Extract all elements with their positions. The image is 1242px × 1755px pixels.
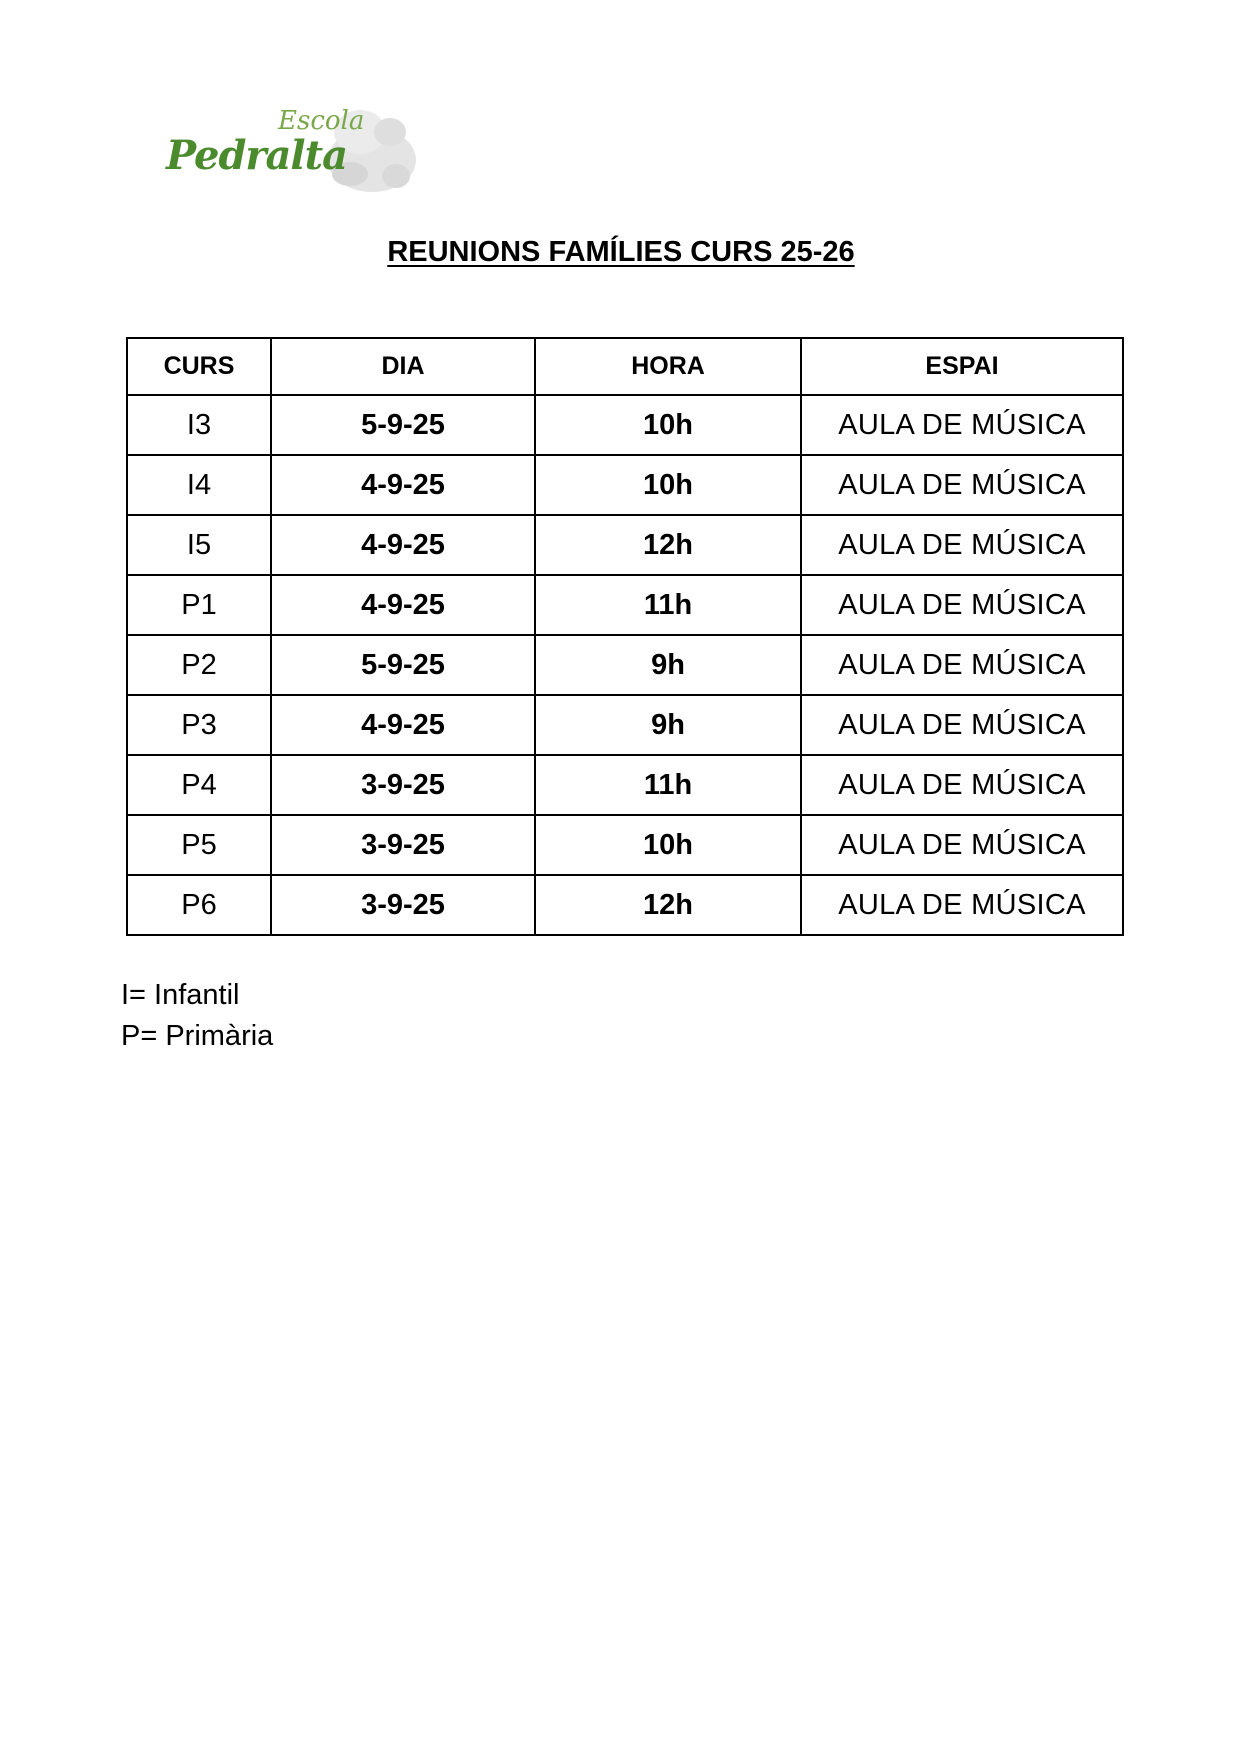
cell-espai: AULA DE MÚSICA	[801, 515, 1123, 575]
legend-primaria: P= Primària	[121, 1020, 274, 1052]
logo-name-text: Pedralta	[166, 132, 348, 179]
table-header-row	[127, 338, 1123, 395]
legend-infantil: I= Infantil	[121, 979, 240, 1011]
cell-curs: P5	[127, 815, 271, 875]
cell-curs: P2	[127, 635, 271, 695]
cell-espai: AULA DE MÚSICA	[801, 575, 1123, 635]
header-hora: HORA	[535, 338, 801, 395]
header-dia: DIA	[271, 338, 535, 395]
cell-hora: 10h	[535, 455, 801, 515]
cell-hora: 11h	[535, 575, 801, 635]
table-row	[127, 575, 1123, 635]
header-curs: CURS	[127, 338, 271, 395]
cell-dia: 4-9-25	[271, 455, 535, 515]
cell-espai: AULA DE MÚSICA	[801, 695, 1123, 755]
cell-dia: 4-9-25	[271, 575, 535, 635]
cell-dia: 4-9-25	[271, 515, 535, 575]
cell-dia: 4-9-25	[271, 695, 535, 755]
cell-hora: 9h	[535, 695, 801, 755]
table-row	[127, 395, 1123, 455]
logo-escola-text: Escola	[278, 106, 365, 136]
cell-espai: AULA DE MÚSICA	[801, 815, 1123, 875]
cell-dia: 3-9-25	[271, 815, 535, 875]
cell-espai: AULA DE MÚSICA	[801, 395, 1123, 455]
table-row	[127, 515, 1123, 575]
header-espai: ESPAI	[801, 338, 1123, 395]
cell-curs: I5	[127, 515, 271, 575]
cell-espai: AULA DE MÚSICA	[801, 635, 1123, 695]
cell-hora: 10h	[535, 815, 801, 875]
cell-espai: AULA DE MÚSICA	[801, 875, 1123, 935]
cell-hora: 10h	[535, 395, 801, 455]
legend	[121, 975, 273, 1057]
meetings-table	[126, 337, 1124, 936]
table-row	[127, 455, 1123, 515]
cell-hora: 11h	[535, 755, 801, 815]
cell-curs: I3	[127, 395, 271, 455]
cell-curs: P3	[127, 695, 271, 755]
cell-hora: 12h	[535, 515, 801, 575]
cell-curs: I4	[127, 455, 271, 515]
cell-curs: P1	[127, 575, 271, 635]
table-row	[127, 815, 1123, 875]
table-row	[127, 635, 1123, 695]
cell-dia: 5-9-25	[271, 395, 535, 455]
cell-hora: 9h	[535, 635, 801, 695]
table-row	[127, 755, 1123, 815]
cell-dia: 3-9-25	[271, 875, 535, 935]
cell-dia: 5-9-25	[271, 635, 535, 695]
table-row	[127, 695, 1123, 755]
cell-curs: P4	[127, 755, 271, 815]
cell-hora: 12h	[535, 875, 801, 935]
table-row	[127, 875, 1123, 935]
school-logo	[160, 102, 420, 197]
page-title: REUNIONS FAMÍLIES CURS 25-26	[387, 236, 855, 268]
cell-espai: AULA DE MÚSICA	[801, 755, 1123, 815]
cell-dia: 3-9-25	[271, 755, 535, 815]
cell-espai: AULA DE MÚSICA	[801, 455, 1123, 515]
cell-curs: P6	[127, 875, 271, 935]
